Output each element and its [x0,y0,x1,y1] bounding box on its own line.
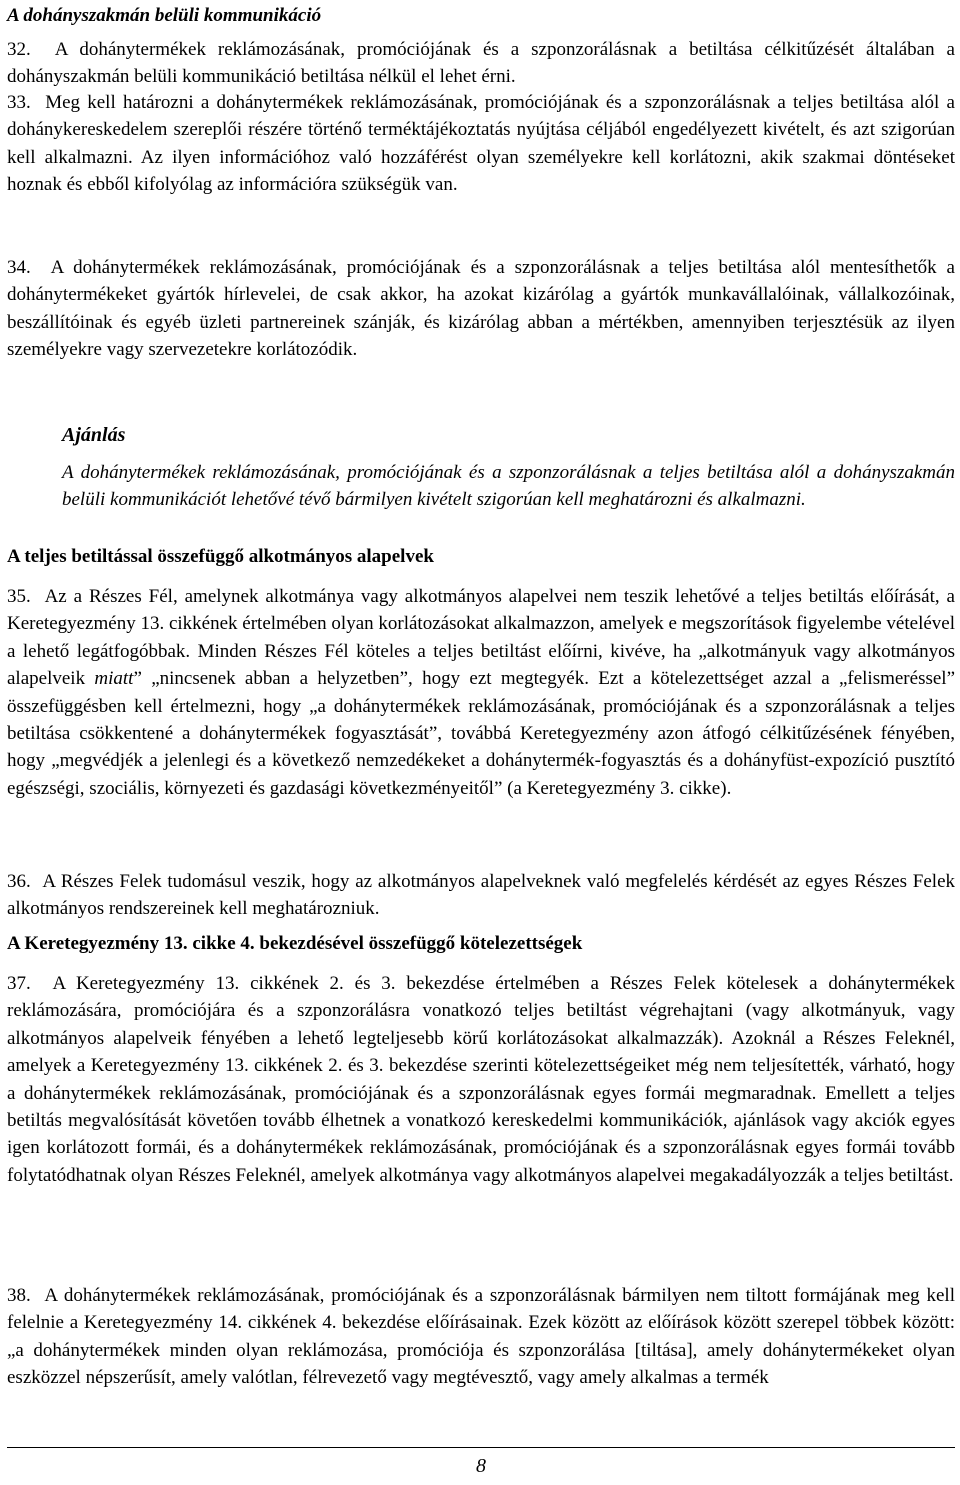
paragraph-35-part-b: ” „nincsenek abban a helyzetben”, hogy ezt megtegyék. Ezt a kötelezettséget azzal a „felismeréssel” összefüggésben kell értelmezni, hogy „a dohánytermékek reklámozásának, promóciójának és a szponzorálásnak a teljes betiltása csökkentené a dohánytermékek fogyasztását”, továbbá Keretegyezmény azon átfogó célkitűzésének fényében, hogy „megvédjék a jelenlegi és a következő nemzedékeket a dohánytermék-fogyasztás és a dohányfüst-expozíció pusztító egészségi, szociális, környezeti és gazdasági következményeitől” (a Keretegyezmény 3. cikke). [7,668,955,799]
recommendation-text: A dohánytermékek reklámozásának, promóciójának és a szponzorálásnak a teljes betiltása alól a dohányszakmán belüli kommunikációt lehetővé tévő bármilyen kivételt szigorúan kell meghatározni és alkalmazni. [62,462,955,511]
paragraph-35-part-a: 35. Az a Részes Fél, amelynek alkotmánya vagy alkotmányos alapelvei nem teszik lehetővé a teljes betiltás előírását, a Keretegyezmény 13. cikkének értelmében olyan korlátozásokat alkalmazzon, amelyek e megszorítások figyelembe vételével a lehető legátfogóbbak. Minden Részes Fél köteles a teljes betiltást előírni, kivéve, ha „alkotmányuk vagy alkotmányos alapelveik [7,586,956,690]
section-title-industry-communication: A dohányszakmán belüli kommunikáció [7,5,322,26]
heading-article-13-obligations: A Keretegyezmény 13. cikke 4. bekezdésével összefüggő kötelezettségek [7,933,583,954]
paragraph-32: 32. A dohánytermékek reklámozásának, promóciójának és a szponzorálásnak a betiltása célkitűzését általában a dohányszakmán belüli kommunikáció betiltása nélkül el lehet érni. [7,39,955,88]
paragraph-35-italic: miatt [94,668,134,690]
paragraph-35 [7,583,955,802]
paragraph-34: 34. A dohánytermékek reklámozásának, promóciójának és a szponzorálásnak a teljes betiltása alól mentesíthetők a dohánytermékeket gyártók hírlevelei, de csak akkor, ha azokat kizárólag a gyártók munkavállalóinak, vállalkozóinak, beszállítóinak és egyéb üzleti partnereinek szánják, és kizárólag abban a mértékben, amennyiben terjesztésük az ilyen személyekre vagy szervezetekre korlátozódik. [7,257,955,361]
paragraph-37: 37. A Keretegyezmény 13. cikkének 2. és 3. bekezdése értelmében a Részes Felek kötelesek a dohánytermékek reklámozására, promóciójára és a szponzorálásra vonatkozó teljes betiltást végrehajtani (vagy alkotmányuk, vagy alkotmányos alapelveik fényében a lehető legteljesebb körű korlátozásokat alkalmazzák). Azoknál a Részes Feleknél, amelyek a Keretegyezmény 13. cikkének 2. és 3. bekezdése szerinti kötelezettségeiket még nem teljesítették, várható, hogy a dohánytermékek reklámozásának, promóciójának és a szponzorálásnak egyes formái megmaradnak. Emellett a teljes betiltás megvalósítását követően tovább élhetnek a vonatkozó kereskedelmi kommunikációk, ajánlások vagy akciók egyes igen korlátozott formái, és a dohánytermékek reklámozásának, promóciójának és a szponzorálásnak egyes formái tovább folytatódhatnak olyan Részes Feleknél, amelyek alkotmánya vagy alkotmányos alapelvei megakadályozzák a teljes betiltást. [7,973,955,1186]
page-number: 8 [476,1455,486,1477]
recommendation-title: Ajánlás [62,424,126,446]
footer-divider [7,1447,955,1448]
paragraph-36: 36. A Részes Felek tudomásul veszik, hogy az alkotmányos alapelveknek való megfelelés kérdését az egyes Részes Felek alkotmányos rendszereinek kell meghatározniuk. [7,871,955,920]
paragraph-33: 33. Meg kell határozni a dohánytermékek reklámozásának, promóciójának és a szponzorálásnak a teljes betiltása alól a dohánykereskedelem szereplői részére történő terméktájékoztatás nyújtása céljából engedélyezett kivételt, és azt szigorúan kell alkalmazni. Az ilyen információhoz való hozzáférést olyan személyekre kell korlátozni, akik szakmai döntéseket hoznak és ebből kifolyólag az információra szükségük van. [7,92,955,196]
paragraph-38: 38. A dohánytermékek reklámozásának, promóciójának és a szponzorálásnak bármilyen nem tiltott formájának meg kell felelnie a Keretegyezmény 14. cikkének 4. bekezdése előírásainak. Ezek között az előírások között szerepel többek között: „a dohánytermékek minden olyan reklámozása, promóciója és szponzorálása [tiltása], amely dohánytermékeket olyan eszközzel népszerűsít, amely valótlan, félrevezető vagy megtévesztő, vagy amely alkalmas a termék [7,1285,955,1389]
heading-constitutional-principles: A teljes betiltással összefüggő alkotmányos alapelvek [7,546,434,567]
recommendation-box [62,408,955,524]
